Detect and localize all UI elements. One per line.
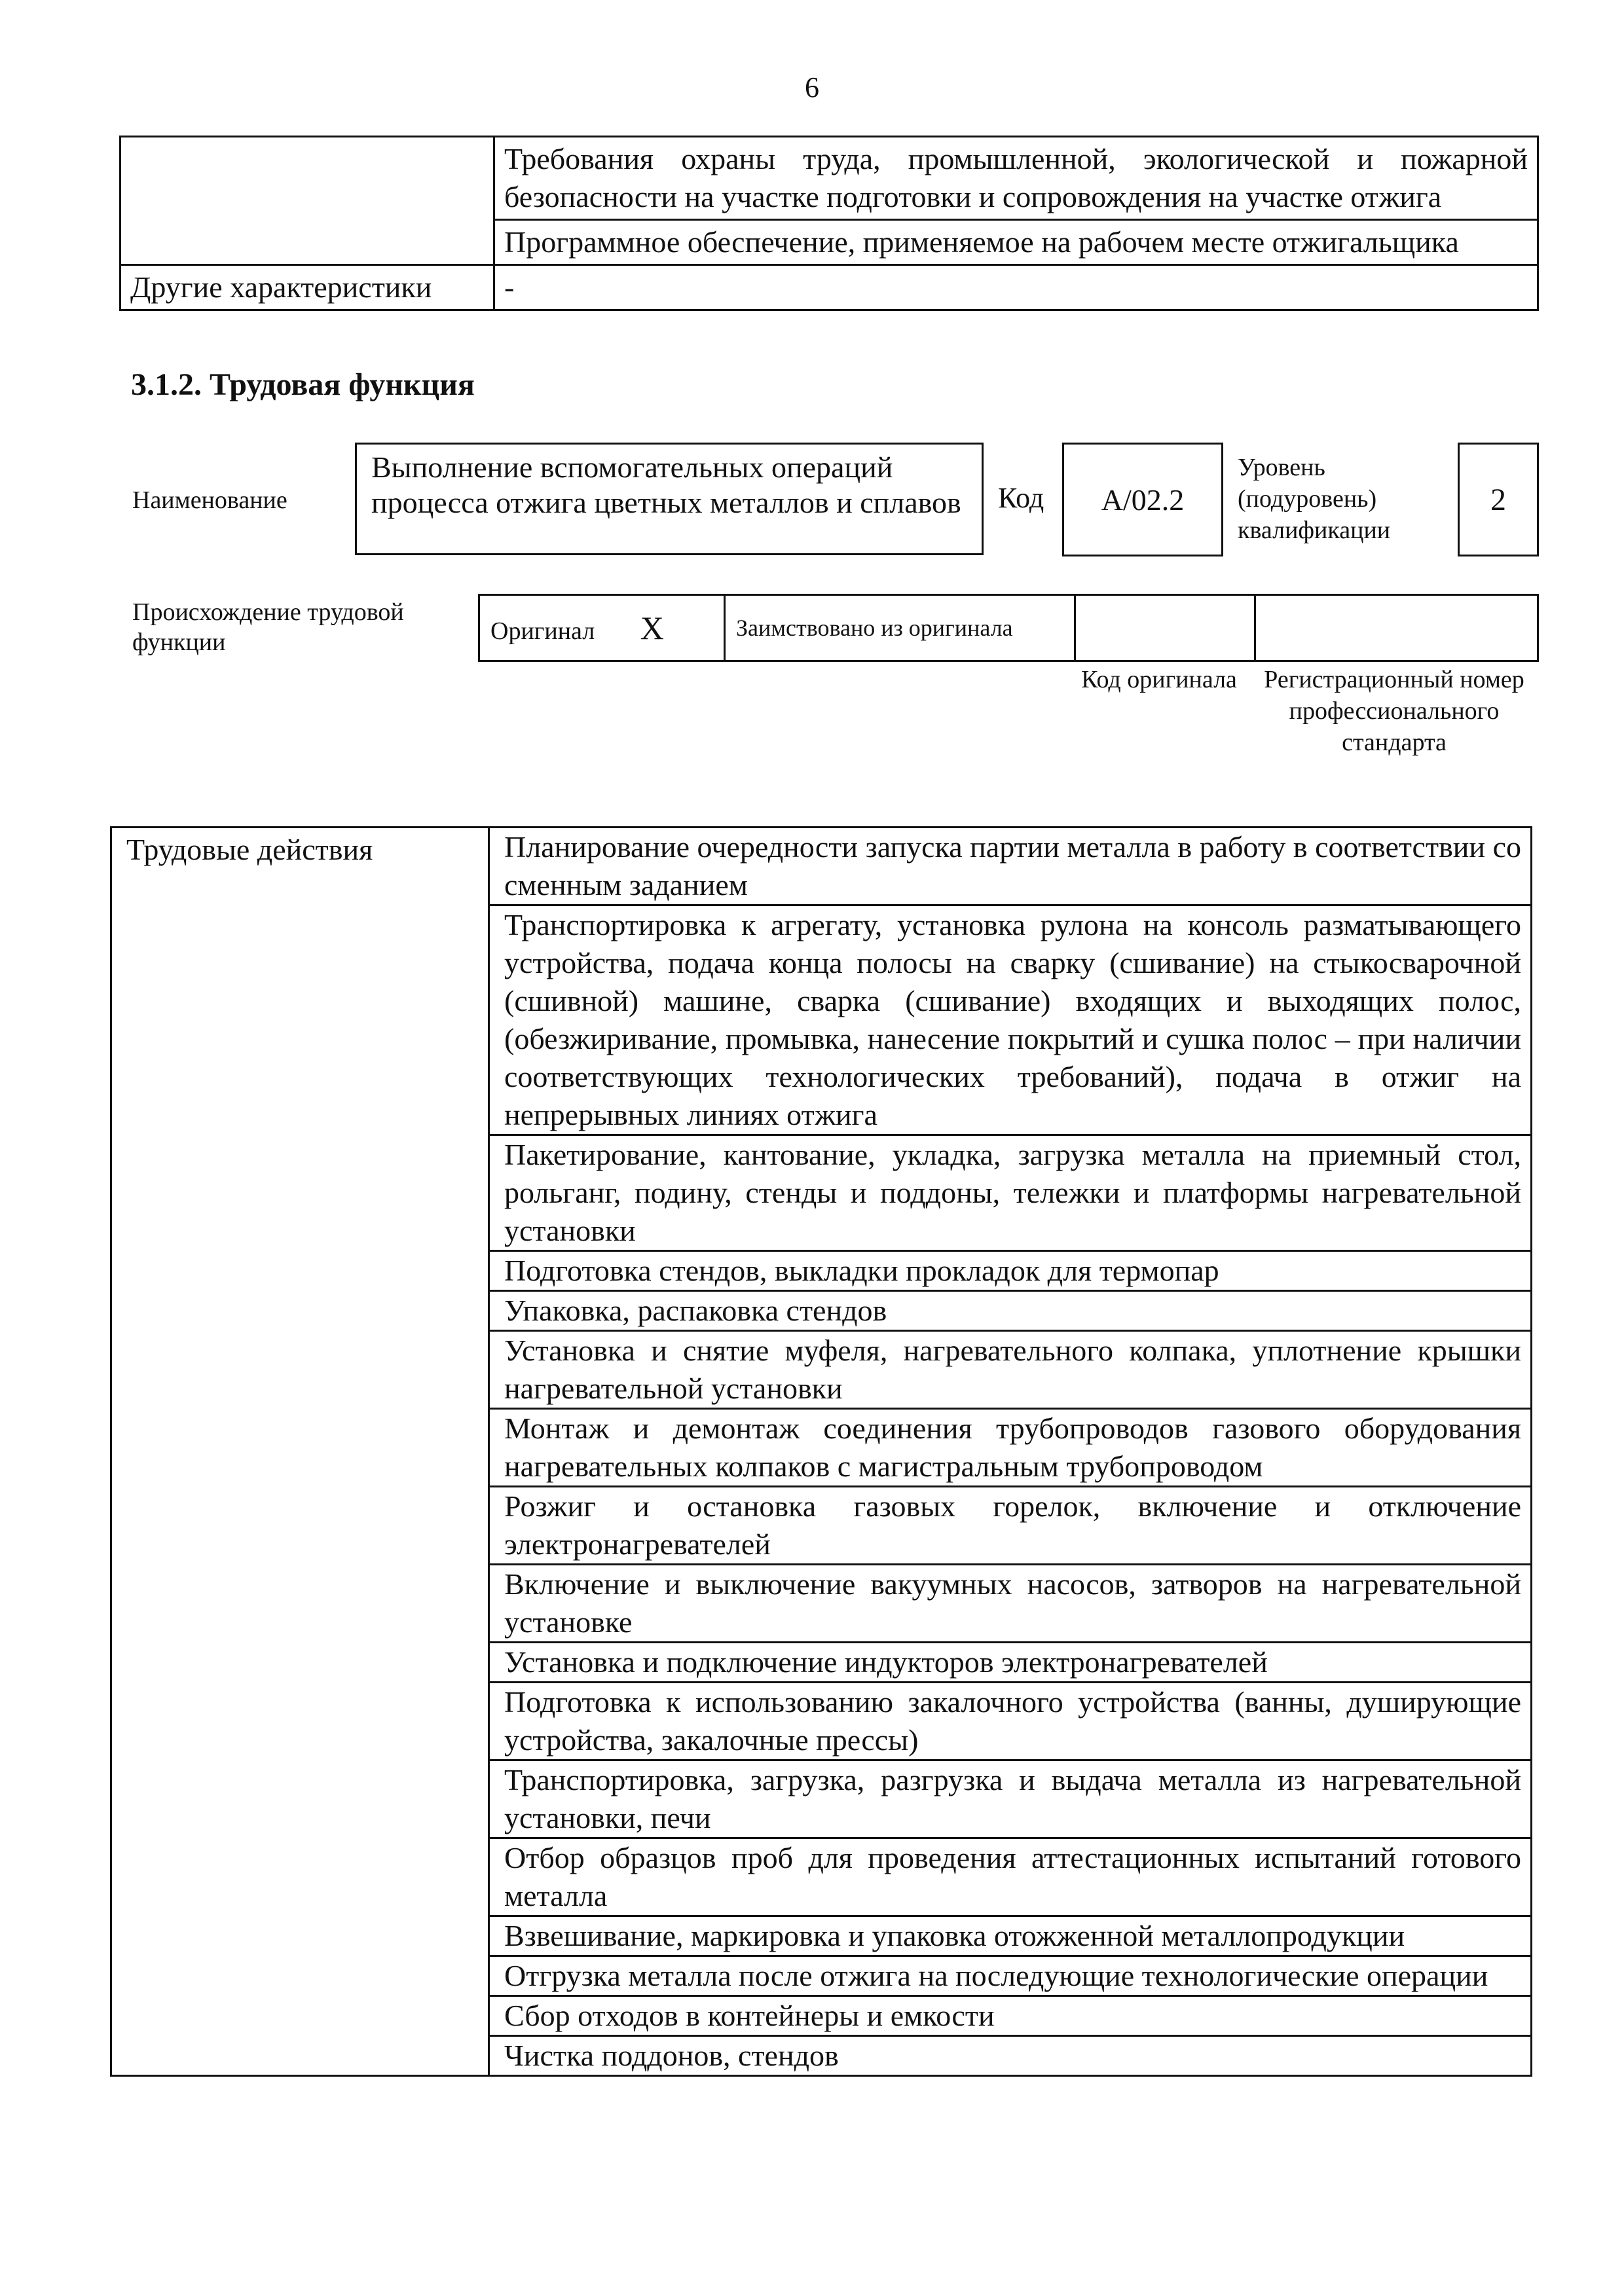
labor-actions-list bbox=[490, 828, 1530, 2075]
borrowed-label: Заимствовано из оригинала bbox=[725, 595, 1075, 661]
name-label: Наименование bbox=[132, 486, 287, 514]
origin-label-text: Происхождение трудовой функции bbox=[132, 598, 404, 656]
table-row bbox=[111, 828, 1532, 2076]
list-item: Транспортировка к агрегату, установка рулона на консоль разматывающего устройства, подача конца полосы на сварку (сшивание) на стыкосварочной (сшивной) машине, сварка (сшивание) входящих и выходящих полос, (обезжиривание, промывка, нанесение покрытий и сушка полос – при наличии соответствующих технологических требований), подача в отжиг на непрерывных линиях отжига bbox=[490, 906, 1530, 1136]
code-label: Код bbox=[998, 482, 1044, 514]
list-item: Чистка поддонов, стендов bbox=[504, 2039, 839, 2072]
list-item: Транспортировка, загрузка, разгрузка и выдача металла из нагревательной установки, печи bbox=[490, 1761, 1530, 1839]
list-item: Отгрузка металла после отжига на последующие технологические операции bbox=[490, 1957, 1530, 1997]
origin-label bbox=[132, 597, 460, 657]
requirement-cell: Требования охраны труда, промышленной, экологической и пожарной безопасности на участке подготовки и сопровождения на участке отжига bbox=[494, 137, 1538, 220]
function-name-value: Выполнение вспомогательных операций процесса отжига цветных металлов и сплавов bbox=[355, 443, 984, 555]
level-label-text: Уровень (подуровень) квалификации bbox=[1238, 454, 1391, 544]
empty-label-cell bbox=[120, 137, 494, 265]
list-item: Взвешивание, маркировка и упаковка отожженной металлопродукции bbox=[490, 1917, 1530, 1957]
original-label: Оригинал bbox=[490, 617, 595, 645]
list-item: Пакетирование, кантование, укладка, загрузка металла на приемный стол, рольганг, подину, стенды и поддоны, тележки и платформы нагревательной установки bbox=[490, 1136, 1530, 1252]
labor-actions-cell bbox=[489, 828, 1532, 2076]
section-heading: 3.1.2. Трудовая функция bbox=[131, 367, 475, 402]
original-cell bbox=[479, 595, 725, 661]
other-characteristics-label: Другие характеристики bbox=[120, 265, 494, 310]
list-item: Установка и снятие муфеля, нагревательного колпака, уплотнение крышки нагревательной установки bbox=[490, 1332, 1530, 1410]
table-row bbox=[120, 265, 1538, 310]
level-label bbox=[1238, 452, 1434, 546]
list-item: Установка и подключение индукторов электронагревателей bbox=[490, 1643, 1530, 1683]
original-mark: X bbox=[640, 610, 664, 646]
code-value: А/02.2 bbox=[1062, 443, 1223, 556]
list-item: Включение и выключение вакуумных насосов, затворов на нагревательной установке bbox=[490, 1565, 1530, 1643]
list-item: Розжиг и остановка газовых горелок, включение и отключение электронагревателей bbox=[490, 1487, 1530, 1565]
original-code-cell bbox=[1075, 595, 1255, 661]
list-item: Монтаж и демонтаж соединения трубопроводов газового оборудования нагревательных колпаков с магистральным трубопроводом bbox=[490, 1410, 1530, 1487]
list-item: Подготовка к использованию закалочного устройства (ванны, душирующие устройства, закалочные прессы) bbox=[490, 1683, 1530, 1761]
level-value: 2 bbox=[1458, 443, 1539, 556]
table-row bbox=[120, 137, 1538, 220]
page-number: 6 bbox=[805, 71, 819, 103]
registration-caption: Регистрационный номер профессионального стандарта bbox=[1264, 666, 1524, 756]
list-item: Сбор отходов в контейнеры и емкости bbox=[490, 1997, 1530, 2037]
list-item: Планирование очередности запуска партии металла в работу в соответствии со сменным заданием bbox=[490, 828, 1530, 906]
requirement-cell: Программное обеспечение, применяемое на рабочем месте отжигальщика bbox=[494, 220, 1538, 265]
list-item: Подготовка стендов, выкладки прокладок для термопар bbox=[490, 1252, 1530, 1292]
list-item: Упаковка, распаковка стендов bbox=[490, 1292, 1530, 1332]
labor-actions-label: Трудовые действия bbox=[111, 828, 489, 2076]
table-row bbox=[479, 595, 1538, 661]
registration-number-cell bbox=[1255, 595, 1538, 661]
origin-table bbox=[478, 594, 1539, 662]
labor-actions-table bbox=[110, 826, 1532, 2077]
code-caption: Код оригинала bbox=[1081, 666, 1237, 693]
list-item: Отбор образцов проб для проведения аттестационных испытаний готового металла bbox=[490, 1839, 1530, 1917]
other-characteristics-value: - bbox=[494, 265, 1538, 310]
continuation-table bbox=[119, 136, 1539, 311]
